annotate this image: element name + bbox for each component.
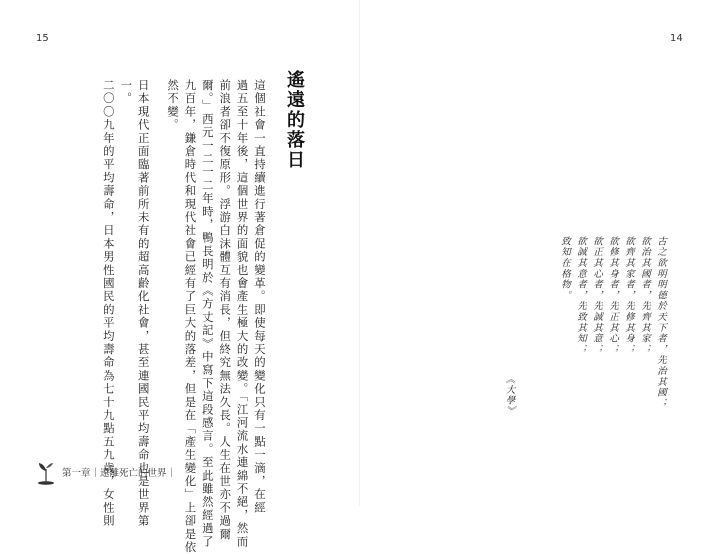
text-column: 然不變。 [166,79,181,132]
footer [36,458,176,486]
text-column: 一。 [119,79,134,106]
text-column: 過五至十年後，這個世界的面貌也會產生極大的改變。「江河流水連綿不絕，然而 [235,79,250,549]
text-column: 前浪者卻不復原形。浮游白沫體互有消長，但終究無法久長。人生在世亦不過爾 [218,79,233,541]
text-column: 爾。」西元一二一二年時，鴨長明於《方丈記》中寫下這段感言。至此雖然經過了 [200,79,215,549]
poem-line: 欲誠其意者，先致其知； [575,236,586,355]
poem-line: 欲治其國者，先齊其家； [639,236,650,355]
text-column: 這個社會一直持續進行著倉促的變革。即使每天的變化只有一點一滴，在經 [253,79,267,515]
sprout-icon [36,459,56,485]
text-column: 日本現代正面臨著前所未有的超高齡化社會，甚至連國民平均壽命也是世界第 [136,79,151,528]
page-number-left: 15 [36,33,49,44]
chapter-title: 遙遠的落日 [284,70,305,170]
poem-line: 致知在格物。 [559,236,570,301]
poem-line: 欲正其心者，先誠其意； [591,236,602,355]
poem-source: 《大學》 [503,374,515,416]
poem-line: 欲修其身者，先正其心； [607,236,618,355]
poem-line: 欲齊其家者，先修其身； [623,236,634,355]
page-number-right: 14 [670,33,683,44]
text-column: 九百年，鎌倉時代和現代社會已經有了巨大的落差，但是在「產生變化」上卻是依 [183,79,198,554]
epigraph-poem [535,236,665,436]
text-column: 二〇〇九年的平均壽命，日本男性國民的平均壽命為七十九點五九歲，女性則 [101,79,116,528]
running-footer: 第一章｜遠離死亡的世界｜ [62,468,177,479]
poem-line: 古之欲明明德於天下者，先治其國； [655,236,666,409]
